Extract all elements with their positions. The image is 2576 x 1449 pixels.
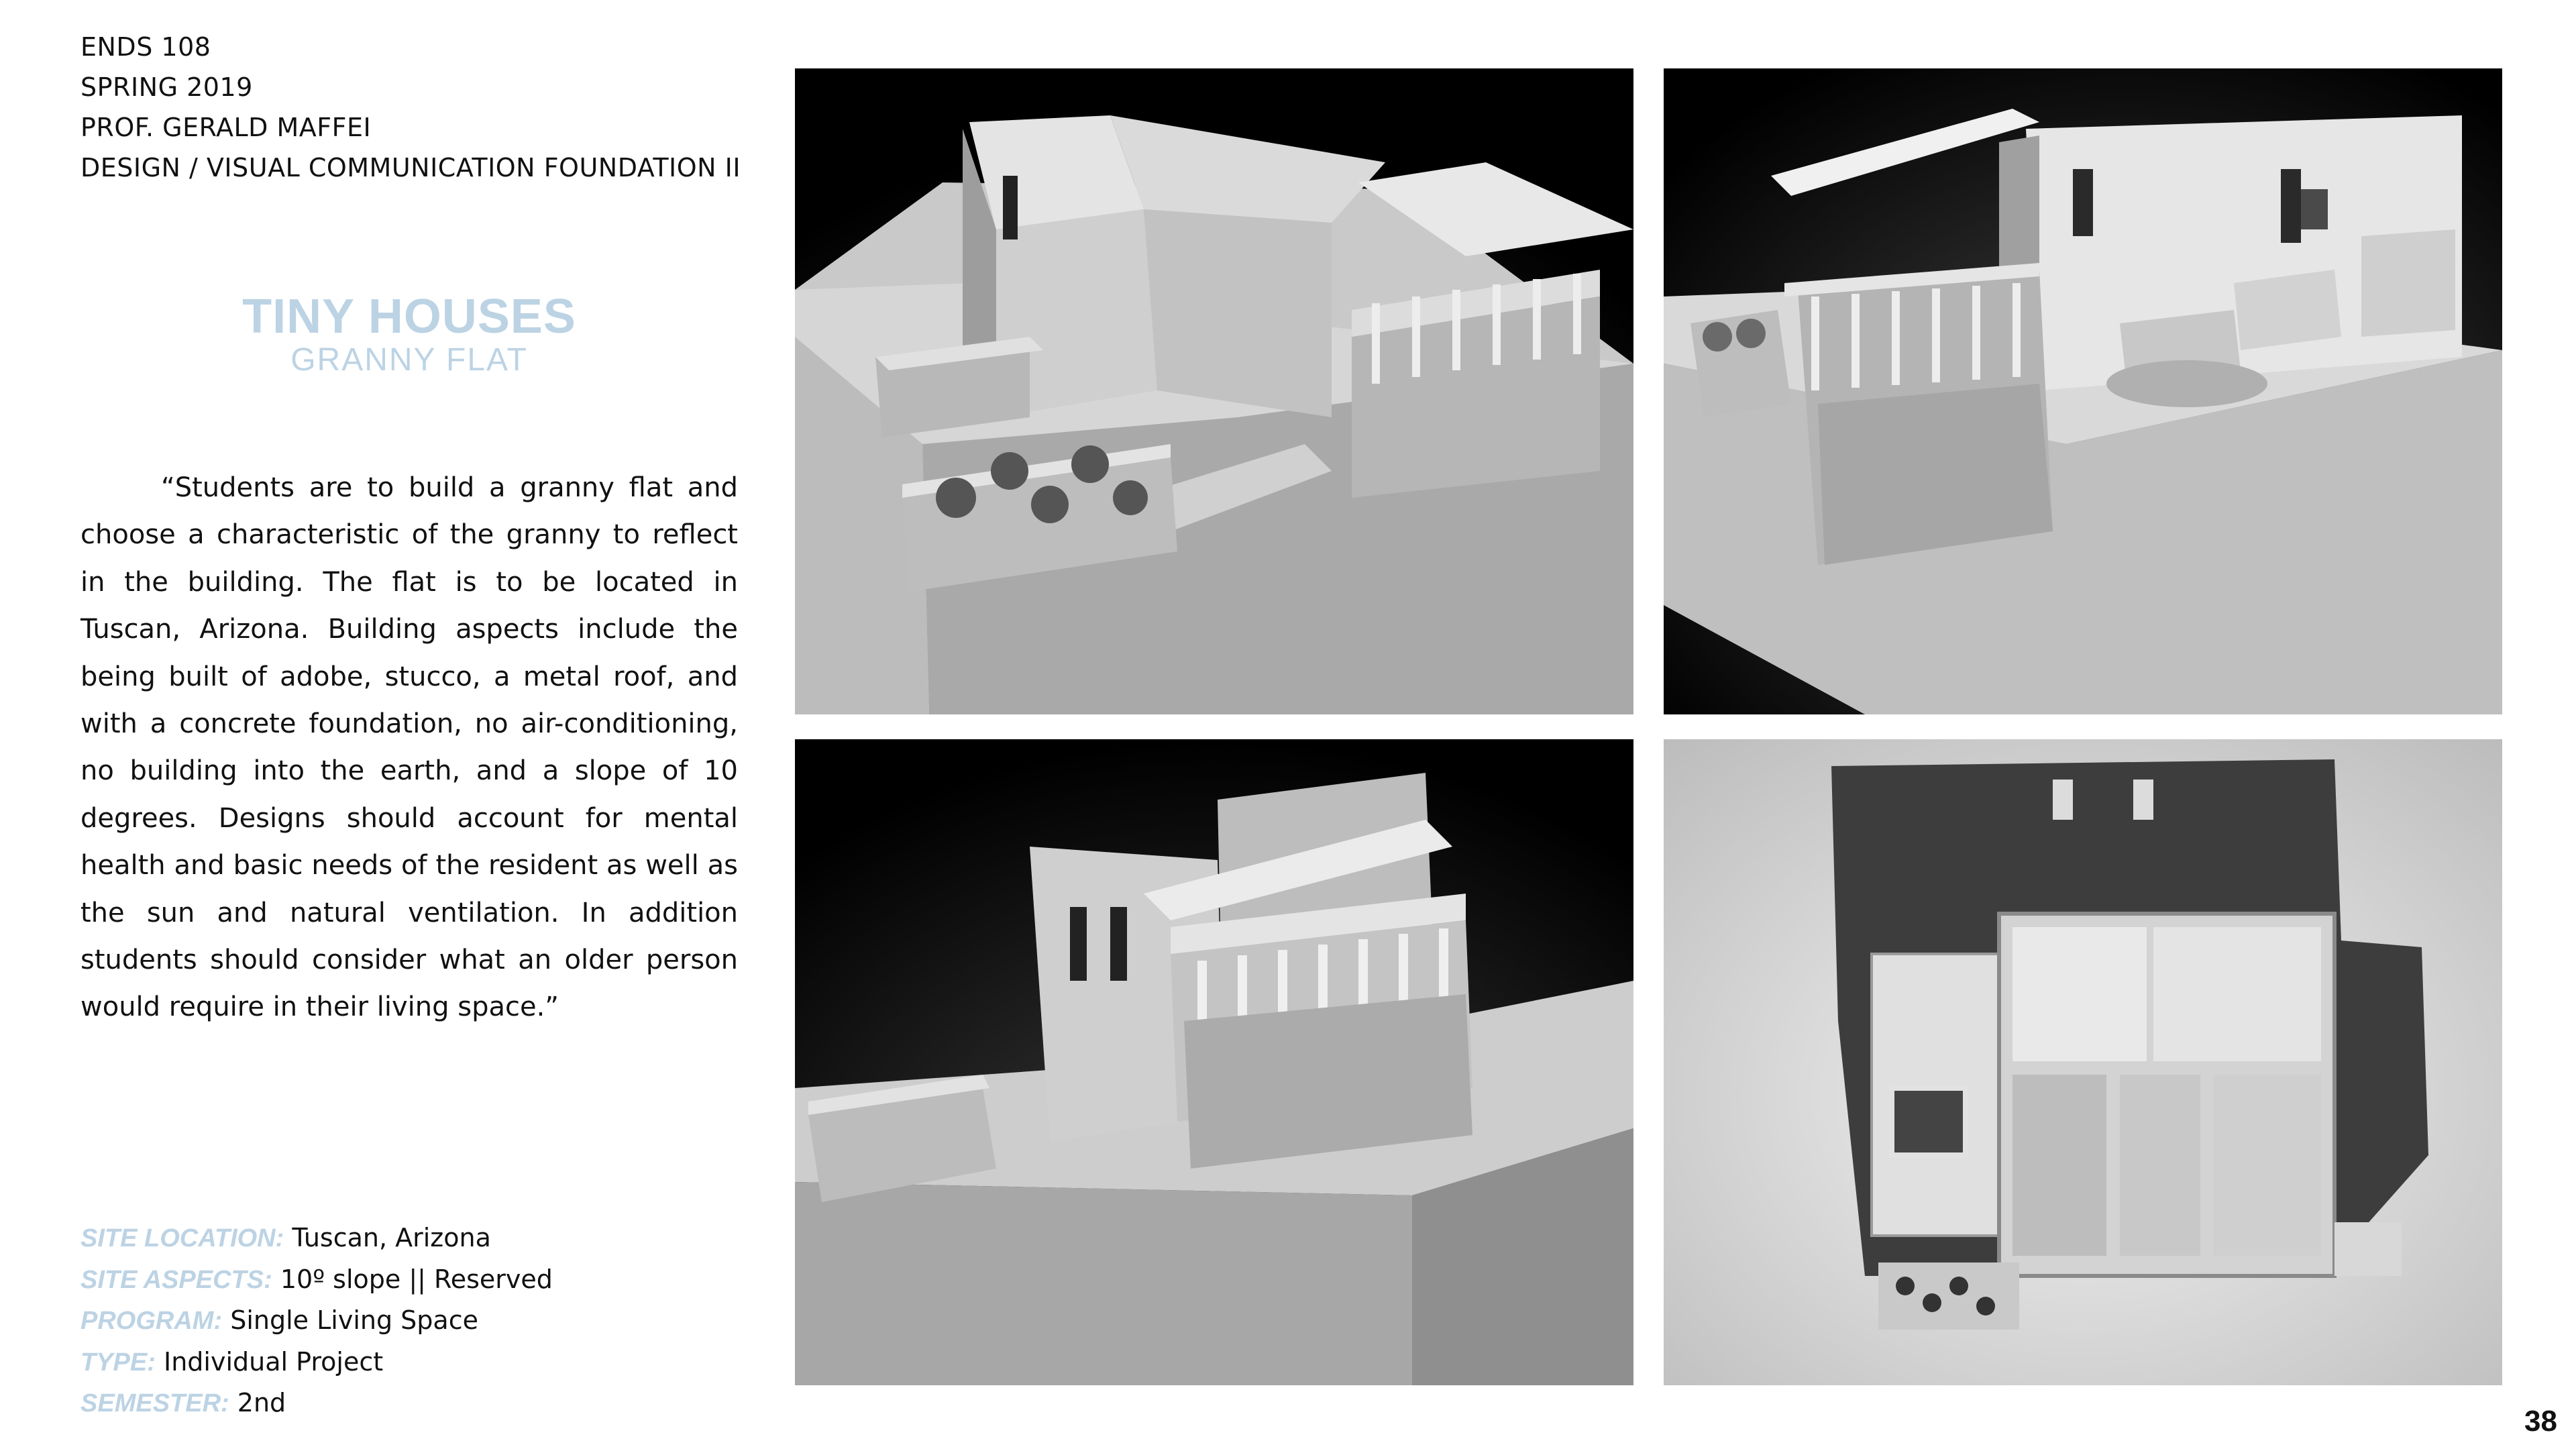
info-row-program [80, 1300, 751, 1342]
course-title: DESIGN / VISUAL COMMUNICATION FOUNDATION II [80, 153, 741, 182]
info-key: PROGRAM: [80, 1307, 223, 1335]
model-photo-side-view [795, 739, 1633, 1385]
course-term: SPRING 2019 [80, 72, 253, 102]
info-value: Tuscan, Arizona [292, 1223, 491, 1252]
course-header [80, 27, 778, 188]
page-number: 38 [2524, 1405, 2557, 1438]
model-photo-porch-view [1664, 68, 2502, 714]
info-row-site-location [80, 1218, 751, 1259]
info-row-type [80, 1342, 751, 1383]
project-subtitle: GRANNY FLAT [290, 342, 528, 378]
course-professor: PROF. GERALD MAFFEI [80, 113, 372, 142]
project-title-block [80, 290, 738, 377]
info-value: Individual Project [164, 1346, 384, 1377]
project-description: “Students are to build a granny flat and choose a characteristic of the granny to reflect in the building. The flat is to be located in Tuscan, Arizona. Building aspects include the being built of adobe, stucco, a metal roof, and with a concrete foundation, no air-conditioning, no building into the earth, and a slope of 10 degrees. Designs should account for mental health and basic needs of the resident as well as the sun and natural ventilation. In addition students should consider what an older person would require in their living space.” [80, 472, 738, 1023]
info-key: SITE LOCATION: [80, 1224, 284, 1252]
info-row-semester [80, 1383, 751, 1424]
info-key: SITE ASPECTS: [80, 1265, 272, 1294]
info-key: TYPE: [80, 1348, 156, 1377]
info-row-site-aspects [80, 1259, 751, 1301]
model-photo-front-view [795, 68, 1633, 714]
info-key: SEMESTER: [80, 1389, 229, 1417]
project-info-list [80, 1218, 751, 1424]
info-value: Single Living Space [230, 1305, 478, 1335]
info-value: 2nd [237, 1388, 286, 1417]
model-photo-plan-view [1664, 739, 2502, 1385]
info-value: 10º slope || Reserved [280, 1264, 553, 1294]
project-title: TINY HOUSES [242, 290, 576, 343]
course-code: ENDS 108 [80, 32, 211, 62]
